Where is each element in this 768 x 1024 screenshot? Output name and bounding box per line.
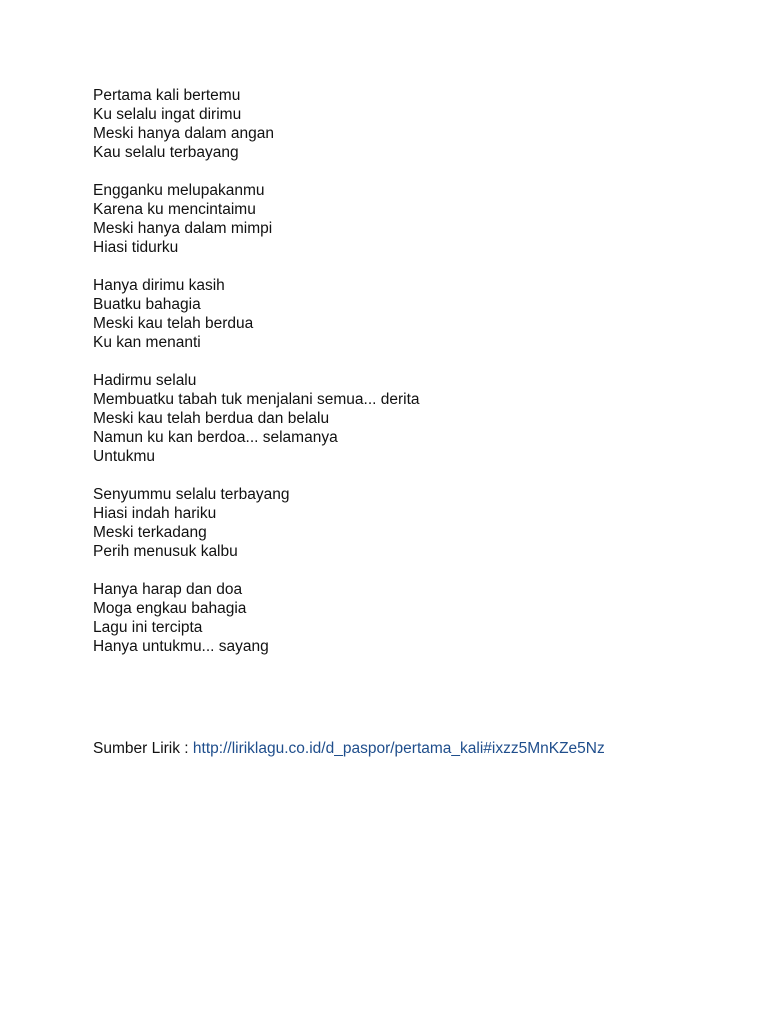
lyric-line: Hadirmu selalu	[93, 372, 197, 389]
lyrics-body	[93, 86, 733, 675]
lyric-line: Kau selalu terbayang	[93, 144, 239, 161]
stanza-1	[93, 86, 733, 162]
lyric-line: Buatku bahagia	[93, 296, 201, 313]
source-label: Sumber Lirik :	[93, 740, 193, 757]
lyric-line: Meski kau telah berdua	[93, 315, 254, 332]
lyric-line: Meski terkadang	[93, 524, 207, 541]
lyric-line: Senyummu selalu terbayang	[93, 486, 290, 503]
lyric-line: Untukmu	[93, 448, 156, 465]
source-credit	[93, 739, 605, 758]
source-link[interactable]: http://liriklagu.co.id/d_paspor/pertama_kali#ixzz5MnKZe5Nz	[192, 740, 605, 757]
stanza-2	[93, 181, 733, 257]
lyric-line: Ku kan menanti	[93, 334, 201, 351]
lyric-line: Namun ku kan berdoa... selamanya	[93, 429, 338, 446]
lyric-line: Karena ku mencintaimu	[93, 201, 256, 218]
lyric-line: Hanya harap dan doa	[93, 581, 243, 598]
stanza-4	[93, 371, 733, 466]
lyric-line: Pertama kali bertemu	[93, 87, 241, 104]
stanza-3	[93, 276, 733, 352]
lyric-line: Meski kau telah berdua dan belalu	[93, 410, 330, 427]
lyric-line: Perih menusuk kalbu	[93, 543, 238, 560]
lyric-line: Moga engkau bahagia	[93, 600, 247, 617]
lyric-line: Hanya untukmu... sayang	[93, 638, 269, 655]
lyric-line: Meski hanya dalam angan	[93, 125, 274, 142]
lyric-line: Membuatku tabah tuk menjalani semua... derita	[93, 391, 420, 408]
lyric-line: Lagu ini tercipta	[93, 619, 203, 636]
lyric-line: Meski hanya dalam mimpi	[93, 220, 273, 237]
lyric-line: Ku selalu ingat dirimu	[93, 106, 242, 123]
lyric-line: Engganku melupakanmu	[93, 182, 265, 199]
lyric-line: Hiasi indah hariku	[93, 505, 217, 522]
lyric-line: Hanya dirimu kasih	[93, 277, 225, 294]
stanza-5	[93, 485, 733, 561]
stanza-6	[93, 580, 733, 656]
lyric-line: Hiasi tidurku	[93, 239, 179, 256]
